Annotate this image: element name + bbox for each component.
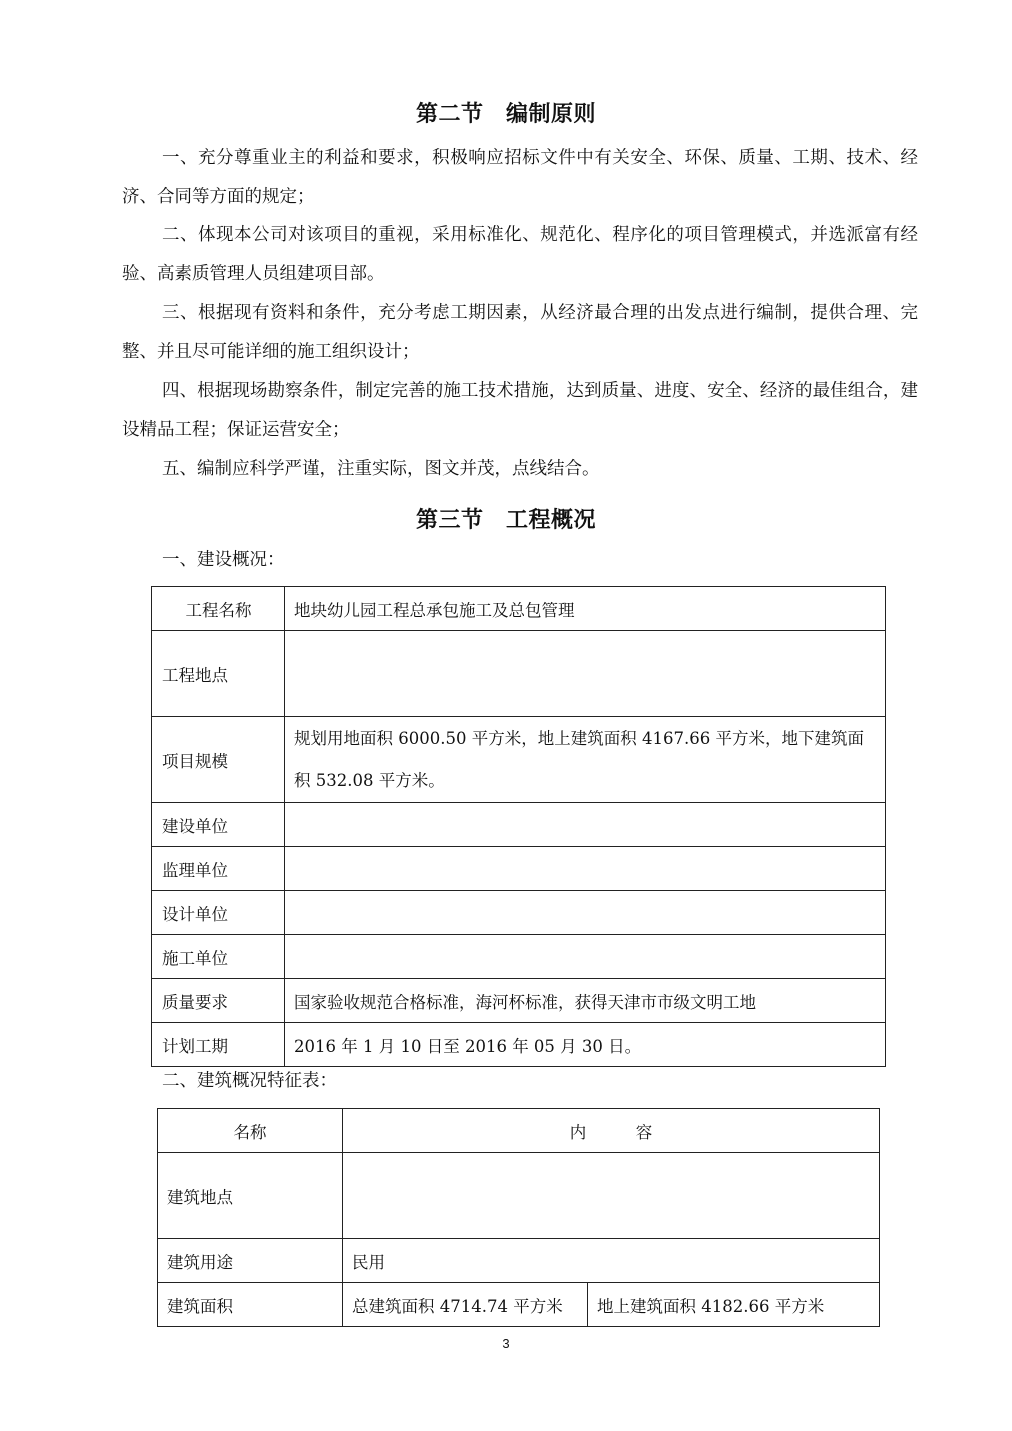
table-cell-value: 民用 xyxy=(343,1239,880,1283)
principle-3: 三、根据现有资料和条件，充分考虑工期因素，从经济最合理的出发点进行编制，提供合理、完整、并且尽可能详细的施工组织设计； xyxy=(122,303,918,362)
table-row xyxy=(152,803,886,847)
table-row xyxy=(152,891,886,935)
table-row xyxy=(152,979,886,1023)
principle-5: 五、编制应科学严谨，注重实际，图文并茂，点线结合。 xyxy=(162,459,600,479)
table-cell-value-above: 地上建筑面积 4182.66 平方米 xyxy=(588,1283,880,1327)
header-name: 名称 xyxy=(158,1109,343,1153)
table-row xyxy=(152,1023,886,1067)
table-cell-value: 2016 年 1 月 10 日至 2016 年 05 月 30 日。 xyxy=(285,1023,886,1067)
table-row xyxy=(152,847,886,891)
table-cell-label: 项目规模 xyxy=(152,717,285,803)
table-cell-label: 建设单位 xyxy=(152,803,285,847)
table-cell-label: 建筑面积 xyxy=(158,1283,343,1327)
page-number: 3 xyxy=(502,1336,510,1351)
building-features-table xyxy=(157,1108,880,1327)
table-cell-value xyxy=(343,1153,880,1239)
table-cell-value: 国家验收规范合格标准，海河杯标准，获得天津市市级文明工地 xyxy=(285,979,886,1023)
table-cell-label: 工程地点 xyxy=(152,631,285,717)
table-row xyxy=(158,1239,880,1283)
principle-4: 四、根据现场勘察条件，制定完善的施工技术措施，达到质量、进度、安全、经济的最佳组合，建设精品工程；保证运营安全； xyxy=(122,381,918,440)
table-cell-value xyxy=(285,891,886,935)
table-cell-label: 建筑用途 xyxy=(158,1239,343,1283)
table-cell-label: 建筑地点 xyxy=(158,1153,343,1239)
principle-1: 一、充分尊重业主的利益和要求，积极响应招标文件中有关安全、环保、质量、工期、技术、经济、合同等方面的规定； xyxy=(122,148,918,207)
table-cell-value-total: 总建筑面积 4714.74 平方米 xyxy=(343,1283,588,1327)
building-features-label: 二、建筑概况特征表： xyxy=(162,1071,337,1091)
table-cell-label: 计划工期 xyxy=(152,1023,285,1067)
table-cell-value: 规划用地面积 6000.50 平方米，地上建筑面积 4167.66 平方米，地下建筑面积 532.08 平方米。 xyxy=(285,717,886,803)
construction-overview-table xyxy=(151,586,886,1067)
table-cell-value xyxy=(285,935,886,979)
table-row xyxy=(158,1283,880,1327)
table-row xyxy=(152,631,886,717)
table-row xyxy=(158,1153,880,1239)
header-content: 内 容 xyxy=(343,1109,880,1153)
section3-title: 第三节 工程概况 xyxy=(415,508,596,533)
table-cell-label: 监理单位 xyxy=(152,847,285,891)
table-cell-value xyxy=(285,631,886,717)
table-cell-label: 工程名称 xyxy=(152,587,285,631)
table-row xyxy=(152,935,886,979)
table-row xyxy=(152,587,886,631)
section2-title: 第二节 编制原则 xyxy=(415,102,596,127)
table-row xyxy=(152,717,886,803)
table-cell-value xyxy=(285,803,886,847)
table-cell-label: 设计单位 xyxy=(152,891,285,935)
table-cell-label: 施工单位 xyxy=(152,935,285,979)
construction-overview-label: 一、建设概况： xyxy=(162,550,285,570)
table-cell-label: 质量要求 xyxy=(152,979,285,1023)
principle-2: 二、体现本公司对该项目的重视，采用标准化、规范化、程序化的项目管理模式，并选派富有经验、高素质管理人员组建项目部。 xyxy=(122,225,918,284)
table-header-row xyxy=(158,1109,880,1153)
table-cell-value xyxy=(285,847,886,891)
table-cell-value: 地块幼儿园工程总承包施工及总包管理 xyxy=(285,587,886,631)
